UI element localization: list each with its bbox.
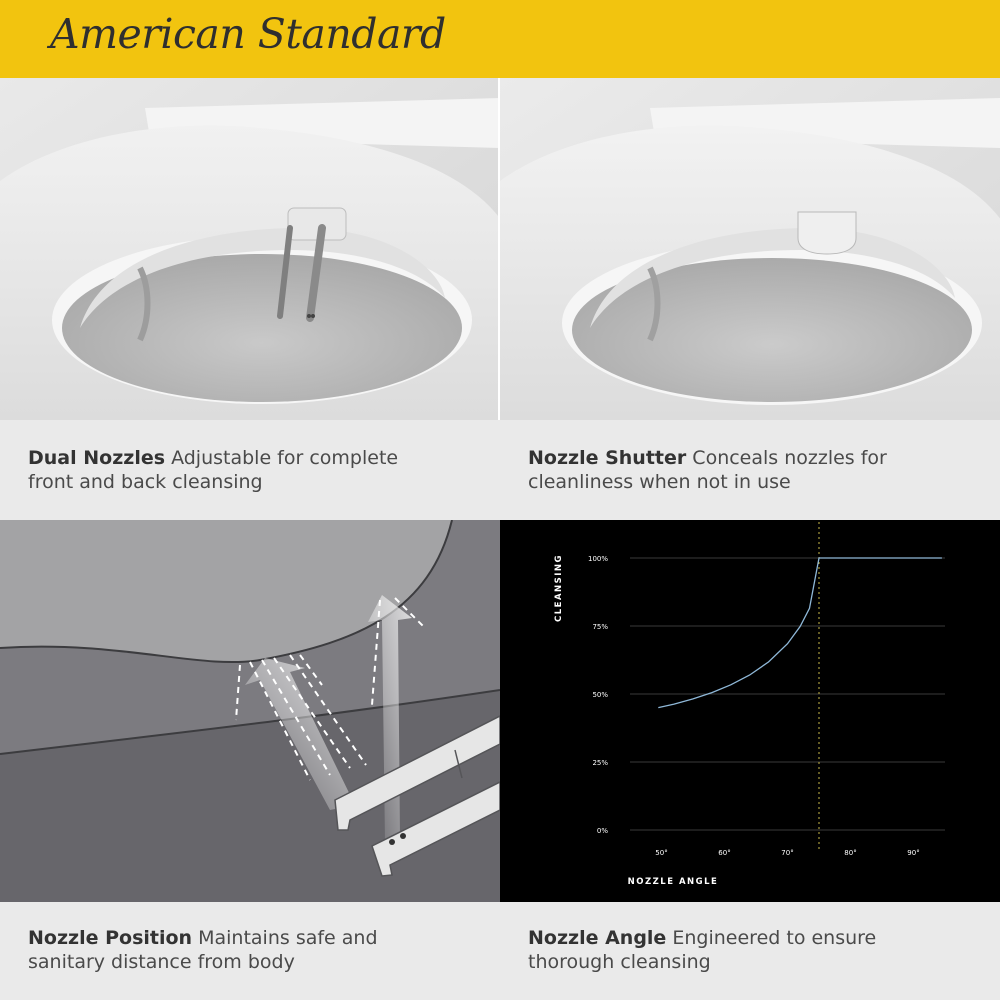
nozzle-shutter-illustration [500,78,1000,420]
caption-line-1 [528,926,972,950]
chart-series [658,558,942,708]
y-tick-label-75: 75% [592,623,608,631]
y-tick-label-0: 0% [596,827,608,835]
y-tick-label-100: 100% [587,555,608,563]
y-tick-label-50: 50% [592,691,608,699]
caption-line-2: cleanliness when not in use [528,471,791,493]
caption-text: Maintains safe and [198,927,378,949]
cleansing-curve-chart [500,520,1000,902]
caption-line-1 [28,926,472,950]
caption-text: Adjustable for complete [171,447,399,469]
nozzle-position-caption [0,902,500,1000]
nozzle-angle-chart [500,520,1000,902]
caption-text: Conceals nozzles for [692,447,887,469]
caption-line-1 [528,446,972,470]
x-tick-label-90: 90° [907,849,920,857]
brand-logo: American Standard [50,10,446,58]
y-tick-label-25: 25% [592,759,608,767]
dual-nozzles-photo [0,78,500,420]
caption-line-1 [28,446,472,470]
chart-ticks [588,555,920,857]
x-tick-label-80: 80° [844,849,857,857]
y-axis-label: CLEANSING [554,553,564,623]
x-tick-label-50: 50° [655,849,668,857]
dual-nozzles-illustration [0,78,500,420]
x-tick-label-70: 70° [781,849,794,857]
x-tick-label-60: 60° [718,849,731,857]
nozzle-angle-caption [500,902,1000,1000]
series-line-0 [658,558,942,708]
nozzle-shutter-photo [500,78,1000,420]
caption-line-2: front and back cleansing [28,471,263,493]
brand-banner [0,0,1000,78]
chart-gridlines [630,558,945,830]
caption-title: Nozzle Angle [528,927,667,949]
nozzle-position-diagram [0,520,500,902]
nozzle-spray-illustration [0,520,500,902]
caption-line-2: sanitary distance from body [28,951,295,973]
dual-nozzles-caption [0,420,500,520]
x-axis-label: NOZZLE ANGLE [627,877,719,887]
caption-title: Dual Nozzles [28,447,166,469]
nozzle-shutter-caption [500,420,1000,520]
caption-line-2: thorough cleansing [528,951,711,973]
caption-title: Nozzle Position [28,927,193,949]
caption-text: Engineered to ensure [672,927,877,949]
caption-title: Nozzle Shutter [528,447,687,469]
